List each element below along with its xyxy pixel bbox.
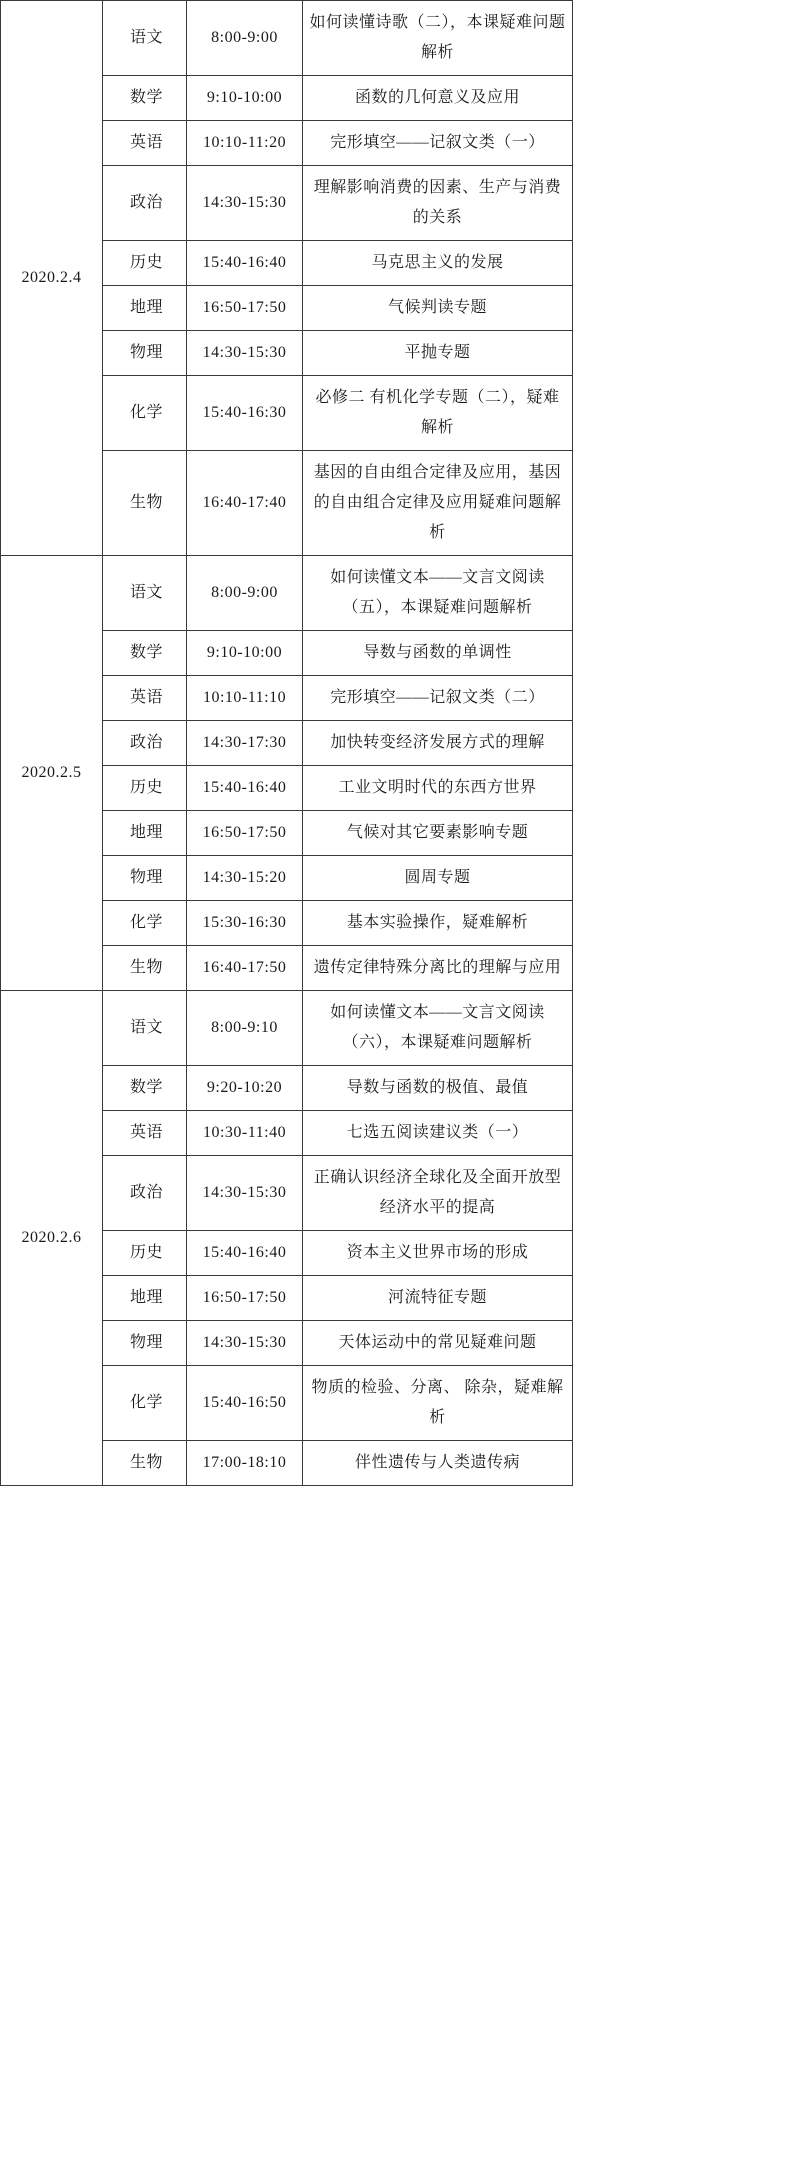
time-cell: 15:40-16:40 [187, 1231, 303, 1276]
subject-cell: 语文 [103, 556, 187, 631]
time-cell: 9:10-10:00 [187, 76, 303, 121]
subject-cell: 化学 [103, 376, 187, 451]
time-cell: 15:40-16:30 [187, 376, 303, 451]
subject-cell: 地理 [103, 811, 187, 856]
content-cell: 如何读懂文本——文言文阅读（六），本课疑难问题解析 [303, 991, 573, 1066]
subject-cell: 历史 [103, 241, 187, 286]
subject-cell: 数学 [103, 631, 187, 676]
content-cell: 基本实验操作，疑难解析 [303, 901, 573, 946]
content-cell: 加快转变经济发展方式的理解 [303, 721, 573, 766]
time-cell: 17:00-18:10 [187, 1441, 303, 1486]
time-cell: 14:30-15:20 [187, 856, 303, 901]
content-cell: 完形填空——记叙文类（二） [303, 676, 573, 721]
subject-cell: 政治 [103, 166, 187, 241]
subject-cell: 生物 [103, 1441, 187, 1486]
content-cell: 马克思主义的发展 [303, 241, 573, 286]
content-cell: 如何读懂诗歌（二），本课疑难问题解析 [303, 1, 573, 76]
subject-cell: 英语 [103, 1111, 187, 1156]
time-cell: 14:30-15:30 [187, 1321, 303, 1366]
content-cell: 工业文明时代的东西方世界 [303, 766, 573, 811]
subject-cell: 化学 [103, 901, 187, 946]
content-cell: 正确认识经济全球化及全面开放型经济水平的提高 [303, 1156, 573, 1231]
content-cell: 导数与函数的极值、最值 [303, 1066, 573, 1111]
time-cell: 8:00-9:00 [187, 1, 303, 76]
time-cell: 10:30-11:40 [187, 1111, 303, 1156]
date-cell: 2020.2.5 [1, 556, 103, 991]
time-cell: 9:20-10:20 [187, 1066, 303, 1111]
time-cell: 16:50-17:50 [187, 286, 303, 331]
subject-cell: 政治 [103, 721, 187, 766]
content-cell: 天体运动中的常见疑难问题 [303, 1321, 573, 1366]
content-cell: 气候对其它要素影响专题 [303, 811, 573, 856]
time-cell: 14:30-15:30 [187, 1156, 303, 1231]
subject-cell: 政治 [103, 1156, 187, 1231]
time-cell: 14:30-15:30 [187, 166, 303, 241]
table-row [1, 1, 573, 76]
date-cell: 2020.2.4 [1, 1, 103, 556]
content-cell: 如何读懂文本——文言文阅读（五），本课疑难问题解析 [303, 556, 573, 631]
date-cell: 2020.2.6 [1, 991, 103, 1486]
subject-cell: 语文 [103, 991, 187, 1066]
content-cell: 气候判读专题 [303, 286, 573, 331]
subject-cell: 语文 [103, 1, 187, 76]
table-row [1, 556, 573, 631]
time-cell: 16:40-17:50 [187, 946, 303, 991]
subject-cell: 物理 [103, 856, 187, 901]
content-cell: 遗传定律特殊分离比的理解与应用 [303, 946, 573, 991]
content-cell: 物质的检验、分离、 除杂，疑难解析 [303, 1366, 573, 1441]
time-cell: 14:30-15:30 [187, 331, 303, 376]
content-cell: 基因的自由组合定律及应用，基因的自由组合定律及应用疑难问题解析 [303, 451, 573, 556]
time-cell: 15:40-16:40 [187, 766, 303, 811]
time-cell: 15:40-16:50 [187, 1366, 303, 1441]
time-cell: 8:00-9:10 [187, 991, 303, 1066]
schedule-table [0, 0, 573, 1486]
subject-cell: 生物 [103, 451, 187, 556]
subject-cell: 地理 [103, 286, 187, 331]
content-cell: 理解影响消费的因素、生产与消费的关系 [303, 166, 573, 241]
content-cell: 资本主义世界市场的形成 [303, 1231, 573, 1276]
content-cell: 平抛专题 [303, 331, 573, 376]
time-cell: 10:10-11:20 [187, 121, 303, 166]
content-cell: 导数与函数的单调性 [303, 631, 573, 676]
time-cell: 16:40-17:40 [187, 451, 303, 556]
content-cell: 必修二 有机化学专题（二），疑难解析 [303, 376, 573, 451]
time-cell: 10:10-11:10 [187, 676, 303, 721]
subject-cell: 英语 [103, 121, 187, 166]
subject-cell: 化学 [103, 1366, 187, 1441]
subject-cell: 历史 [103, 766, 187, 811]
time-cell: 14:30-17:30 [187, 721, 303, 766]
subject-cell: 生物 [103, 946, 187, 991]
table-row [1, 991, 573, 1066]
time-cell: 9:10-10:00 [187, 631, 303, 676]
time-cell: 8:00-9:00 [187, 556, 303, 631]
subject-cell: 数学 [103, 1066, 187, 1111]
time-cell: 16:50-17:50 [187, 811, 303, 856]
content-cell: 河流特征专题 [303, 1276, 573, 1321]
content-cell: 伴性遗传与人类遗传病 [303, 1441, 573, 1486]
time-cell: 15:40-16:40 [187, 241, 303, 286]
content-cell: 函数的几何意义及应用 [303, 76, 573, 121]
time-cell: 16:50-17:50 [187, 1276, 303, 1321]
content-cell: 七选五阅读建议类（一） [303, 1111, 573, 1156]
time-cell: 15:30-16:30 [187, 901, 303, 946]
subject-cell: 物理 [103, 331, 187, 376]
subject-cell: 物理 [103, 1321, 187, 1366]
content-cell: 圆周专题 [303, 856, 573, 901]
subject-cell: 数学 [103, 76, 187, 121]
content-cell: 完形填空——记叙文类（一） [303, 121, 573, 166]
subject-cell: 英语 [103, 676, 187, 721]
subject-cell: 历史 [103, 1231, 187, 1276]
subject-cell: 地理 [103, 1276, 187, 1321]
